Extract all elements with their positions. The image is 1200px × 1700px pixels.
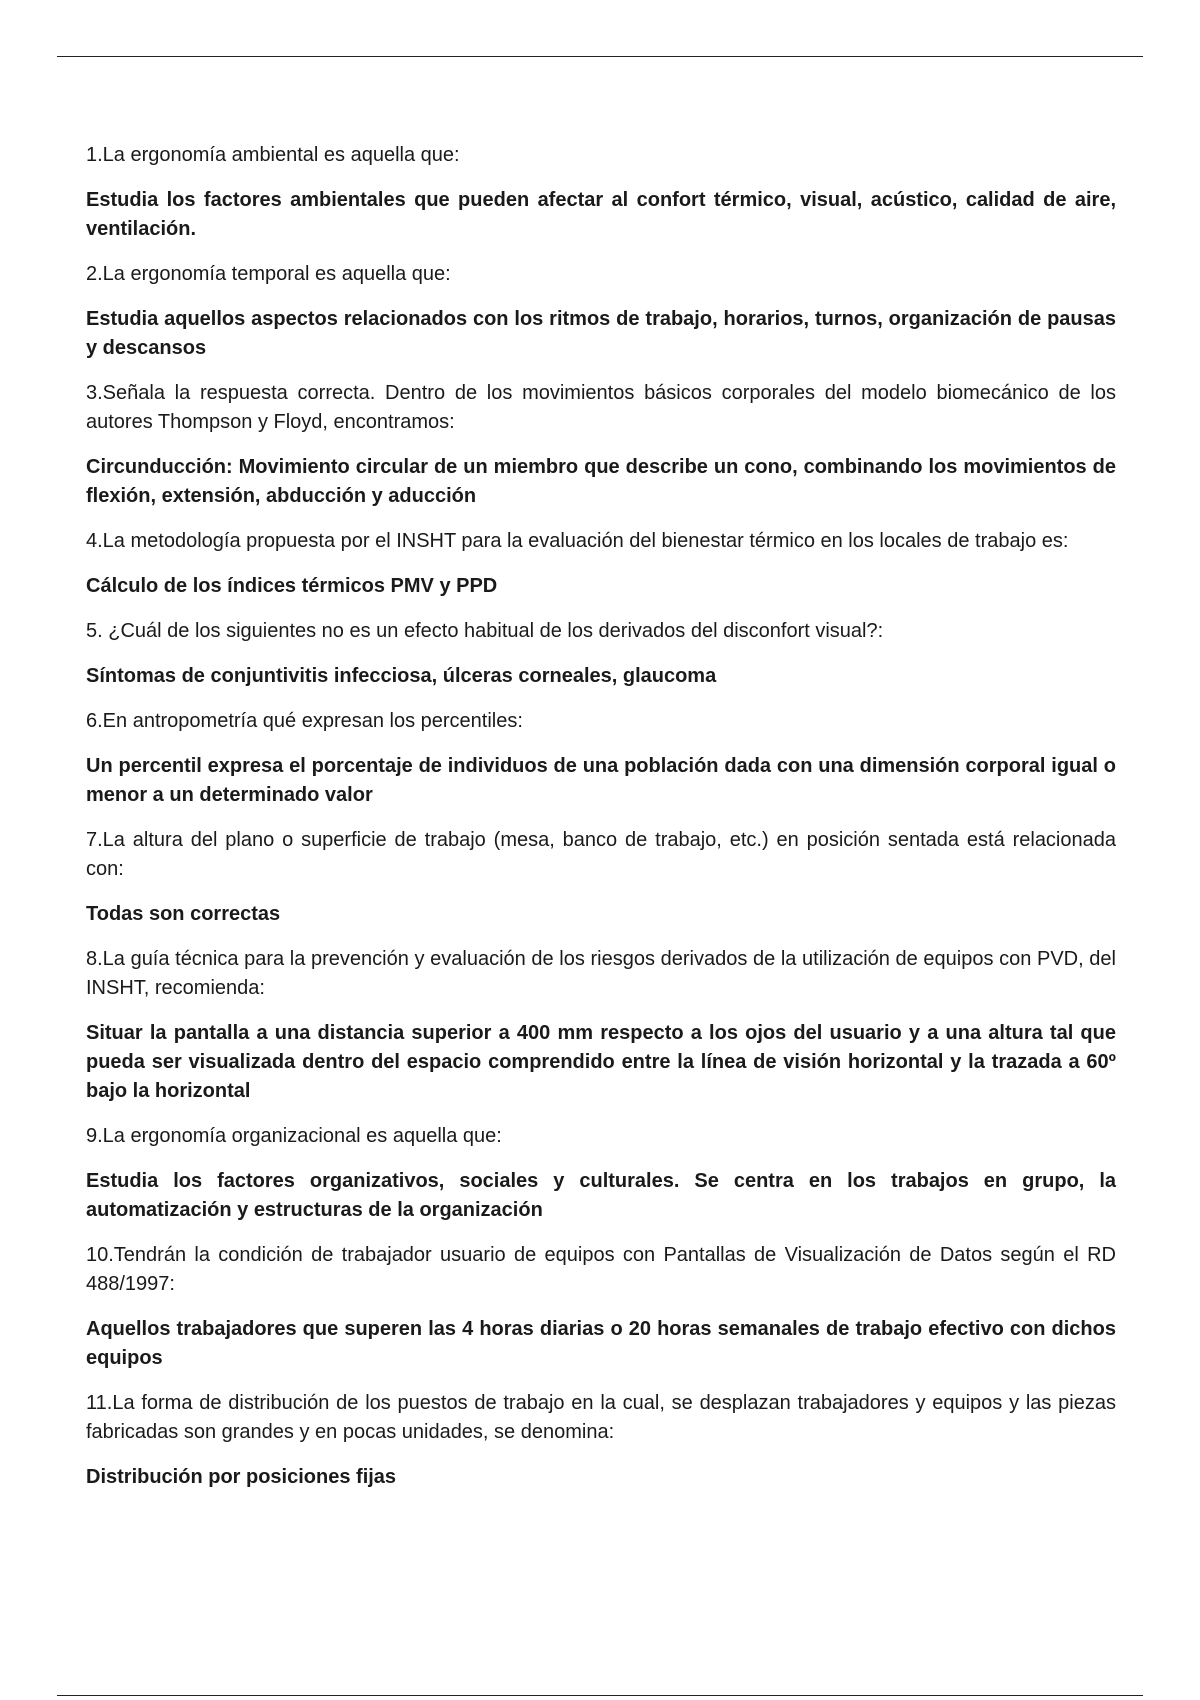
answer-text: Aquellos trabajadores que superen las 4 horas diarias o 20 horas semanales de trabajo efectivo con dichos equipos [86, 1318, 1116, 1369]
question-text: 6.En antropometría qué expresan los percentiles: [86, 710, 523, 732]
qa-item-4 [86, 527, 1116, 601]
qa-item-9 [86, 1122, 1116, 1225]
question-text: 5. ¿Cuál de los siguientes no es un efecto habitual de los derivados del disconfort visual?: [86, 620, 884, 642]
question-text: 8.La guía técnica para la prevención y evaluación de los riesgos derivados de la utilización de equipos con PVD, del INSHT, recomienda: [86, 948, 1116, 999]
answer-text: Distribución por posiciones fijas [86, 1466, 397, 1488]
qa-item-7 [86, 826, 1116, 929]
qa-item-1 [86, 141, 1116, 244]
answer-text: Circunducción: Movimiento circular de un miembro que describe un cono, combinando los movimientos de flexión, extensión, abducción y aducción [86, 456, 1116, 507]
answer-text: Síntomas de conjuntivitis infecciosa, úlceras corneales, glaucoma [86, 665, 717, 687]
qa-item-2 [86, 260, 1116, 363]
question-text: 1.La ergonomía ambiental es aquella que: [86, 144, 460, 166]
qa-item-6 [86, 707, 1116, 810]
answer-text: Estudia aquellos aspectos relacionados con los ritmos de trabajo, horarios, turnos, organización de pausas y descansos [86, 308, 1116, 359]
qa-item-5 [86, 617, 1116, 691]
qa-item-11 [86, 1389, 1116, 1492]
question-text: 2.La ergonomía temporal es aquella que: [86, 263, 451, 285]
question-text: 3.Señala la respuesta correcta. Dentro de los movimientos básicos corporales del modelo biomecánico de los autores Thompson y Floyd, encontramos: [86, 382, 1116, 433]
question-text: 9.La ergonomía organizacional es aquella que: [86, 1125, 502, 1147]
top-rule [57, 56, 1143, 57]
question-text: 4.La metodología propuesta por el INSHT para la evaluación del bienestar térmico en los locales de trabajo es: [86, 530, 1069, 552]
qa-item-10 [86, 1241, 1116, 1373]
qa-item-8 [86, 945, 1116, 1106]
bottom-rule [57, 1695, 1143, 1696]
answer-text: Cálculo de los índices térmicos PMV y PPD [86, 575, 498, 597]
qa-item-3 [86, 379, 1116, 511]
answer-text: Estudia los factores organizativos, sociales y culturales. Se centra en los trabajos en grupo, la automatización y estructuras de la organización [86, 1170, 1116, 1221]
question-text: 11.La forma de distribución de los puestos de trabajo en la cual, se desplazan trabajadores y equipos y las piezas fabricadas son grandes y en pocas unidades, se denomina: [86, 1392, 1116, 1443]
answer-text: Todas son correctas [86, 903, 281, 925]
answer-text: Estudia los factores ambientales que pueden afectar al confort térmico, visual, acústico, calidad de aire, ventilación. [86, 189, 1116, 240]
answer-text: Situar la pantalla a una distancia superior a 400 mm respecto a los ojos del usuario y a una altura tal que pueda ser visualizada dentro del espacio comprendido entre la línea de visión horizontal y la trazada a 60º bajo la horizontal [86, 1022, 1116, 1102]
answer-text: Un percentil expresa el porcentaje de individuos de una población dada con una dimensión corporal igual o menor a un determinado valor [86, 755, 1116, 806]
document-body [86, 141, 1116, 1508]
question-text: 7.La altura del plano o superficie de trabajo (mesa, banco de trabajo, etc.) en posición sentada está relacionada con: [86, 829, 1116, 880]
question-text: 10.Tendrán la condición de trabajador usuario de equipos con Pantallas de Visualización de Datos según el RD 488/1997: [86, 1244, 1116, 1295]
